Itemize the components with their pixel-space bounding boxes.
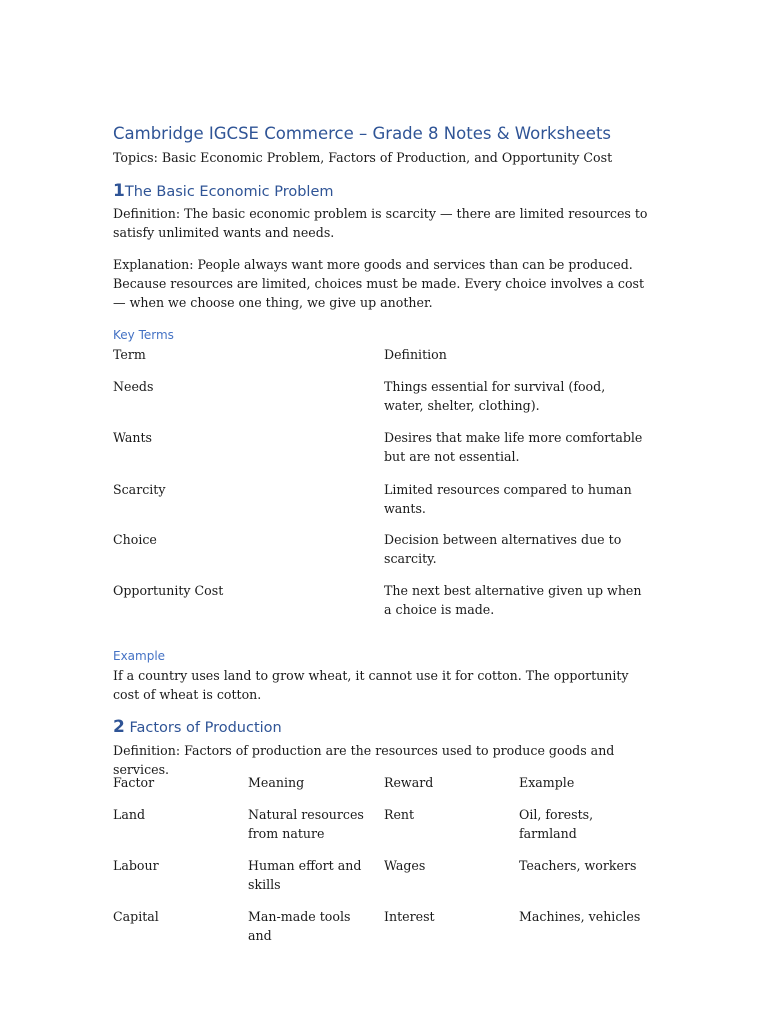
factors-header-factor: Factor [113,775,155,790]
key-term: Scarcity [113,482,166,497]
key-term: Opportunity Cost [113,583,224,598]
key-term: Wants [113,430,152,445]
factor-example: Teachers, workers [519,858,637,873]
example-heading: Example [113,649,166,663]
factor-name: Capital [113,909,159,924]
factor-example: Machines, vehicles [519,909,641,924]
key-terms-header-definition: Definition [384,347,447,362]
key-term-definition: Decision between alternatives due to scarcity. [384,532,622,566]
key-term-definition: Limited resources compared to human wants. [384,482,632,516]
key-term: Choice [113,532,157,547]
section-1-number: 1 [113,181,125,201]
key-terms-header-term: Term [113,347,146,362]
key-term-definition: Desires that make life more comfortable but are not essential. [384,430,643,464]
section-2-number: 2 [113,717,125,737]
factor-example: Oil, forests, farmland [519,807,594,841]
section-1-definition: Definition: The basic economic problem is scarcity — there are limited resources to satisfy unlimited wants and needs. [113,206,648,240]
key-term-definition: The next best alternative given up when a choice is made. [384,583,642,617]
factor-meaning: Natural resources from nature [248,807,364,841]
example-text: If a country uses land to grow wheat, it cannot use it for cotton. The opportunity cost of wheat is cotton. [113,668,629,702]
factor-name: Labour [113,858,159,873]
factor-reward: Rent [384,807,415,822]
factor-reward: Interest [384,909,435,924]
section-2-title: Factors of Production [129,720,282,736]
key-term-definition: Things essential for survival (food, water, shelter, clothing). [384,379,606,413]
factors-header-meaning: Meaning [248,775,305,790]
factor-name: Land [113,807,146,822]
section-1-explanation: Explanation: People always want more goods and services than can be produced. Because resources are limited, choices must be made. Every choice involves a cost — when we choose one thing, we give up another. [113,257,645,310]
key-term: Needs [113,379,154,394]
section-1-title: The Basic Economic Problem [124,184,334,200]
factor-meaning: Man-made tools and [248,909,351,943]
key-terms-heading: Key Terms [113,328,174,342]
factor-meaning: Human effort and skills [248,858,362,892]
factors-header-example: Example [519,775,575,790]
topics-line: Topics: Basic Economic Problem, Factors of Production, and Opportunity Cost [113,150,613,165]
section-2-heading [113,717,282,737]
factors-header-reward: Reward [384,775,434,790]
section-2-definition: Definition: Factors of production are the resources used to produce goods and services. [113,743,615,777]
section-1-heading [113,181,334,201]
factor-reward: Wages [384,858,426,873]
document-title: Cambridge IGCSE Commerce – Grade 8 Notes & Worksheets [113,124,612,143]
